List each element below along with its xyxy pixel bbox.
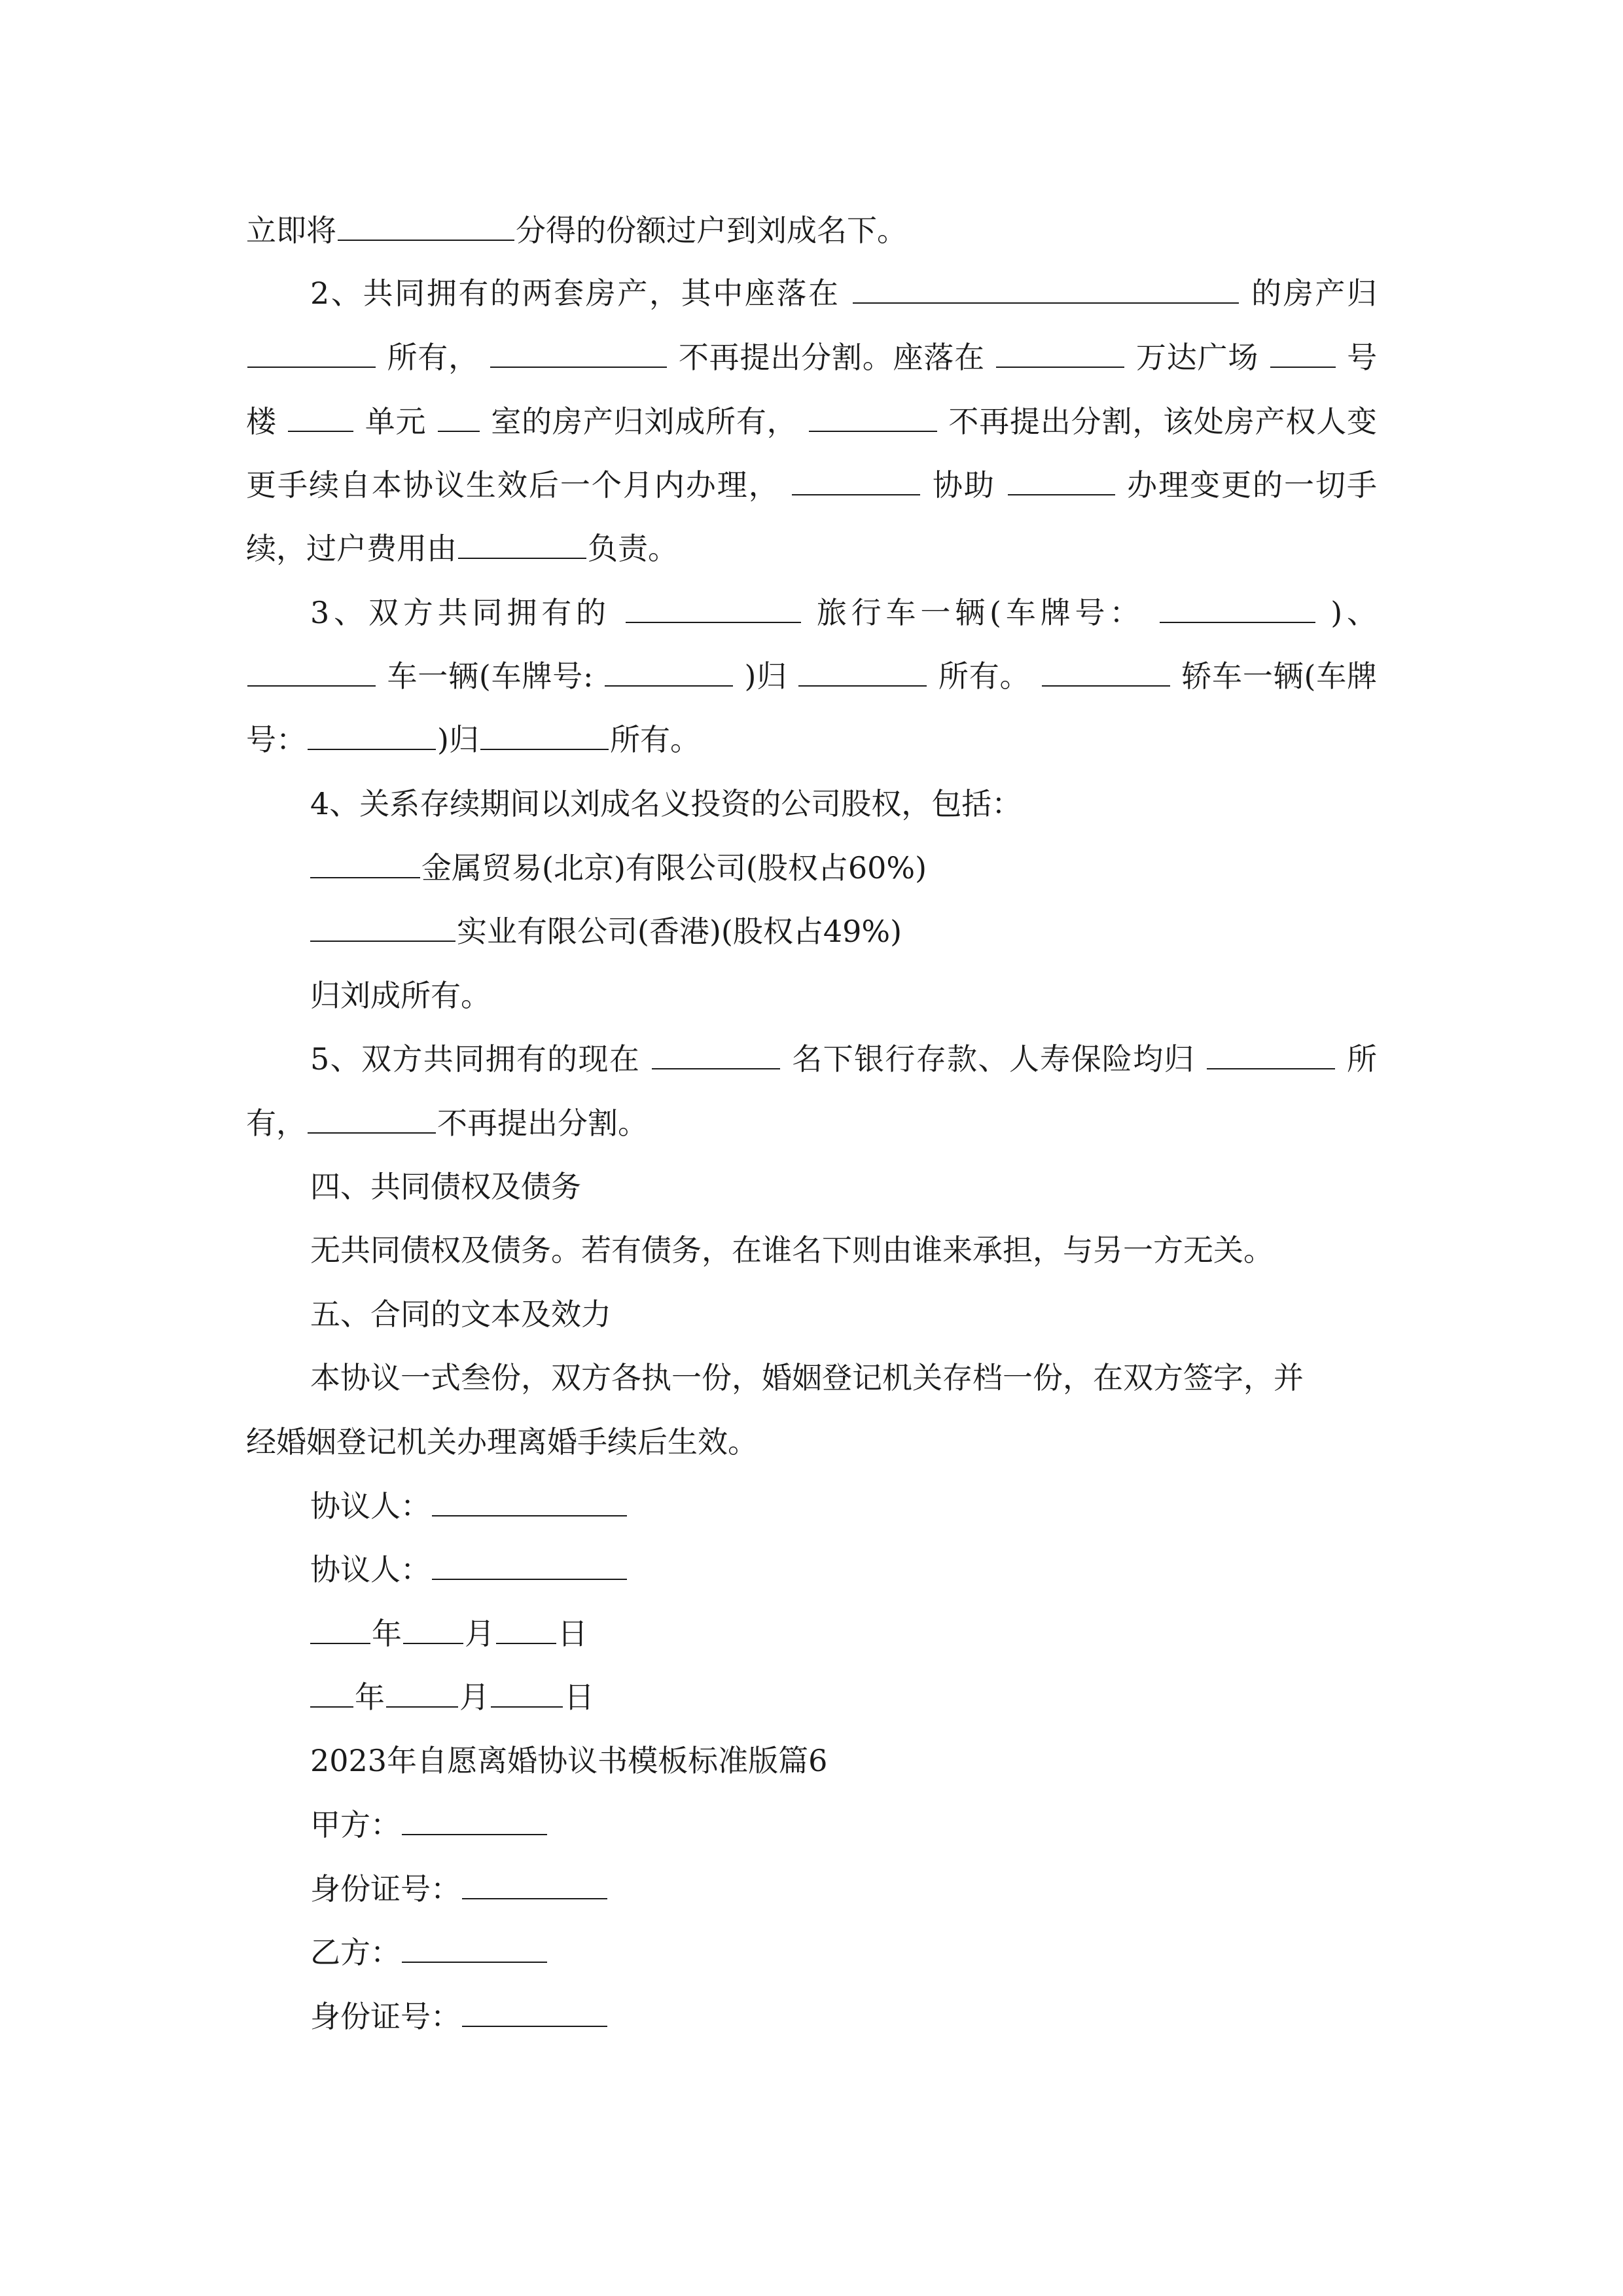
blank-field <box>308 721 436 750</box>
blank-field <box>853 275 1239 304</box>
blank-field <box>490 339 667 368</box>
party-line: 乙方： <box>310 1933 1377 1972</box>
blank-field <box>308 1105 436 1134</box>
text-line: 所有， 不再提出分割。座落在 万达广场 号 <box>246 338 1377 377</box>
text-line: 实业有限公司(香港)(股权占49%) <box>310 912 1377 951</box>
blank-field <box>288 403 353 432</box>
blank-field <box>247 658 376 687</box>
text-line: 本协议一式叁份，双方各执一份，婚姻登记机关存档一份，在双方签字，并 <box>310 1360 1304 1395</box>
text-line: 归刘成所有。 <box>310 978 491 1013</box>
id-line: 身份证号： <box>310 1869 1377 1909</box>
blank-field <box>626 594 801 623</box>
text-line: 3、双方共同拥有的 旅行车一辆(车牌号： )、 <box>310 595 1377 630</box>
id-line: 身份证号： <box>310 1997 1377 2036</box>
text-line: 经婚姻登记机关办理离婚手续后生效。 <box>246 1424 758 1460</box>
text-line: 立即将 分得的份额过户到刘成名下。 <box>246 213 907 248</box>
blank-field <box>996 339 1124 368</box>
text-line: 4、关系存续期间以刘成名义投资的公司股权，包括： <box>310 786 1022 821</box>
signature-line: 协议人： <box>310 1550 1377 1589</box>
blank-field <box>1042 658 1170 687</box>
day-field <box>491 1679 563 1708</box>
year-field <box>310 1679 353 1708</box>
party-b-field <box>402 1934 547 1963</box>
blank-field <box>798 658 927 687</box>
blank-field <box>1008 467 1115 495</box>
text-line: 续，过户费用由 负责。 <box>246 531 678 566</box>
section-heading: 五、合同的文本及效力 <box>310 1297 611 1332</box>
blank-field <box>310 913 455 942</box>
month-field <box>386 1679 458 1708</box>
year-field <box>310 1615 370 1644</box>
blank-field <box>652 1041 780 1069</box>
month-field <box>403 1615 463 1644</box>
text-line: 有， 不再提出分割。 <box>246 1105 648 1141</box>
text-line: 金属贸易(北京)有限公司(股权占60%) <box>310 848 1377 888</box>
blank-field <box>438 403 480 432</box>
section-heading: 四、共同债权及债务 <box>310 1169 581 1204</box>
text-line: 更手续自本协议生效后一个月内办理， 协助 办理变更的一切手 <box>246 467 1378 503</box>
day-field <box>496 1615 556 1644</box>
text-line: 无共同债权及债务。若有债务，在谁名下则由谁来承担，与另一方无关。 <box>310 1232 1274 1268</box>
signature-line: 协议人： <box>310 1486 1377 1526</box>
signature-field <box>432 1488 627 1516</box>
text-line: 号： )归 所有。 <box>246 722 700 757</box>
text-line: 车一辆(车牌号: )归 所有。 轿车一辆(车牌 <box>246 656 1377 696</box>
document-title: 2023年自愿离婚协议书模板标准版篇6 <box>310 1743 828 1778</box>
date-line: 年 月 日 <box>310 1614 1377 1653</box>
blank-field <box>310 850 420 878</box>
blank-field <box>605 658 733 687</box>
blank-field <box>338 212 514 241</box>
blank-field <box>480 721 609 750</box>
date-line: 年 月 日 <box>310 1677 1377 1717</box>
blank-field <box>458 530 586 559</box>
id-number-field <box>462 1998 607 2027</box>
id-number-field <box>462 1871 607 1899</box>
text-line: 2、共同拥有的两套房产，其中座落在 的房产归 <box>310 276 1377 311</box>
blank-field <box>1207 1041 1335 1069</box>
party-line: 甲方： <box>310 1805 1377 1844</box>
blank-field <box>809 403 937 432</box>
blank-field <box>792 467 920 495</box>
text-line: 5、双方共同拥有的现在 名下银行存款、人寿保险均归 所 <box>310 1041 1378 1077</box>
blank-field <box>247 339 376 368</box>
signature-field <box>432 1551 627 1580</box>
text-line: 楼 单元 室的房产归刘成所有， 不再提出分割，该处房产权人变 <box>246 404 1378 439</box>
blank-field <box>1270 339 1336 368</box>
party-a-field <box>402 1806 547 1835</box>
blank-field <box>1160 594 1315 623</box>
